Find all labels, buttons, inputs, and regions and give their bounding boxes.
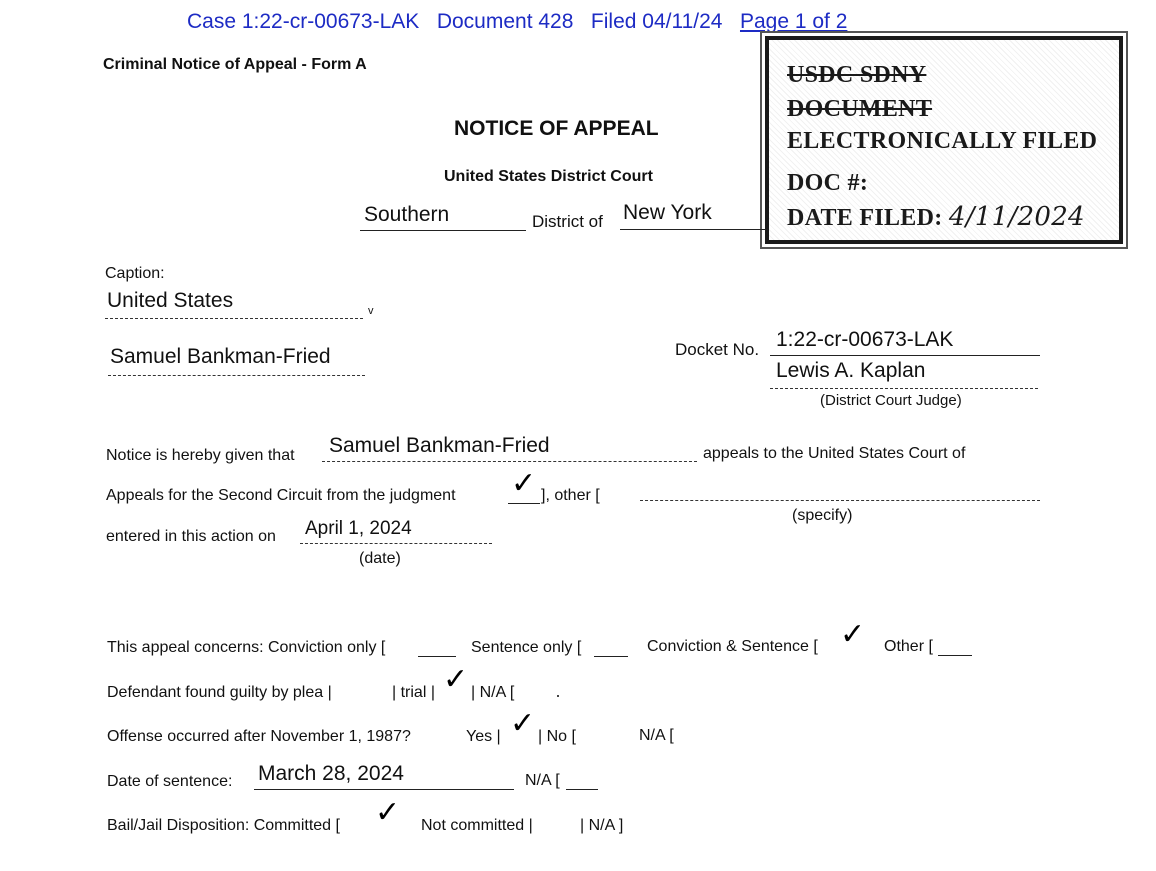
plaintiff-underline bbox=[105, 318, 363, 319]
judge-name: Lewis A. Kaplan bbox=[776, 359, 926, 382]
trial-check-icon[interactable]: ✓ bbox=[443, 662, 469, 697]
state-value: New York bbox=[623, 201, 712, 224]
entered-date: April 1, 2024 bbox=[305, 518, 412, 539]
concerns-label: This appeal concerns: Conviction only [ bbox=[107, 639, 386, 656]
filed-date: Filed 04/11/24 bbox=[590, 10, 723, 33]
filed-stamp bbox=[765, 36, 1123, 244]
sentence-na-label: N/A [ bbox=[525, 772, 560, 789]
sentence-date-label: Date of sentence: bbox=[107, 773, 233, 790]
stamp-date-value: 4/11/2024 bbox=[948, 202, 1085, 232]
docket-number: 1:22-cr-00673-LAK bbox=[776, 328, 954, 351]
conviction-sentence-label: Conviction & Sentence [ bbox=[647, 638, 818, 655]
sentence-only-label: Sentence only [ bbox=[471, 639, 582, 656]
caption-label: Caption: bbox=[105, 265, 165, 282]
defendant-underline bbox=[108, 375, 365, 376]
not-committed-label: Not committed | bbox=[421, 817, 533, 834]
sentence-date-value: March 28, 2024 bbox=[258, 762, 404, 785]
appeals-to-label: appeals to the United States Court of bbox=[703, 445, 966, 462]
guilty-na-label: | N/A [ bbox=[471, 684, 515, 701]
docket-underline bbox=[770, 355, 1040, 356]
judgment-line: Appeals for the Second Circuit from the judgment bbox=[106, 487, 456, 504]
stamp-document: DOCUMENT bbox=[787, 96, 933, 122]
other-specify-line bbox=[640, 500, 1040, 501]
district-value: Southern bbox=[364, 203, 450, 226]
judge-underline bbox=[770, 388, 1038, 389]
state-underline bbox=[620, 229, 768, 230]
notice-intro: Notice is hereby given that bbox=[106, 447, 295, 464]
yes-check-icon[interactable]: ✓ bbox=[510, 706, 536, 741]
date-label: (date) bbox=[359, 550, 401, 567]
judge-label: (District Court Judge) bbox=[820, 392, 962, 409]
other-option-label: Other [ bbox=[884, 638, 933, 655]
caption-versus: v bbox=[368, 305, 374, 317]
offense-na-label: N/A [ bbox=[639, 727, 674, 744]
sentence-na-blank[interactable] bbox=[566, 789, 598, 790]
district-underline bbox=[360, 230, 526, 231]
form-title: Criminal Notice of Appeal - Form A bbox=[103, 56, 367, 73]
entered-label: entered in this action on bbox=[106, 528, 276, 545]
document-number: Document 428 bbox=[436, 10, 574, 33]
guilty-label: Defendant found guilty by plea | bbox=[107, 684, 332, 701]
sentence-date-underline bbox=[254, 789, 514, 790]
stamp-doc-number: DOC #: bbox=[787, 170, 869, 196]
other-label: ], other [ bbox=[541, 487, 600, 504]
specify-label: (specify) bbox=[792, 507, 853, 524]
judgment-check-icon[interactable]: ✓ bbox=[511, 466, 537, 501]
sentence-only-blank[interactable] bbox=[594, 656, 628, 657]
other-option-blank[interactable] bbox=[938, 655, 972, 656]
committed-check-icon[interactable]: ✓ bbox=[375, 795, 401, 830]
caption-defendant: Samuel Bankman-Fried bbox=[110, 345, 331, 368]
docket-label: Docket No. bbox=[675, 340, 760, 359]
case-number: Case 1:22-cr-00673-LAK bbox=[187, 10, 420, 33]
court-name: United States District Court bbox=[444, 168, 653, 185]
offense-label: Offense occurred after November 1, 1987? bbox=[107, 728, 411, 745]
caption-plaintiff: United States bbox=[107, 289, 234, 312]
page-indicator[interactable]: Page 1 of 2 bbox=[739, 10, 848, 33]
conviction-sentence-check-icon[interactable]: ✓ bbox=[840, 617, 866, 652]
trial-label: | trial | bbox=[392, 684, 435, 701]
judgment-blank bbox=[508, 503, 540, 504]
stray-mark bbox=[557, 695, 559, 697]
notice-title: NOTICE OF APPEAL bbox=[454, 117, 659, 140]
bail-na-label: | N/A ] bbox=[580, 817, 624, 834]
bail-label: Bail/Jail Disposition: Committed [ bbox=[107, 817, 340, 834]
yes-label: Yes | bbox=[466, 728, 501, 745]
stamp-electronically-filed: ELECTRONICALLY FILED bbox=[787, 128, 1098, 154]
conviction-only-blank[interactable] bbox=[418, 656, 456, 657]
district-of-label: District of bbox=[532, 212, 603, 231]
stamp-date-label: DATE FILED: bbox=[787, 205, 943, 231]
appellant-underline bbox=[322, 461, 697, 462]
entered-date-underline bbox=[300, 543, 492, 544]
filing-header bbox=[187, 10, 847, 34]
stamp-date-filed bbox=[787, 202, 1085, 232]
stamp-court: USDC SDNY bbox=[787, 62, 927, 88]
appellant-name: Samuel Bankman-Fried bbox=[329, 434, 550, 457]
no-label: | No [ bbox=[538, 728, 576, 745]
